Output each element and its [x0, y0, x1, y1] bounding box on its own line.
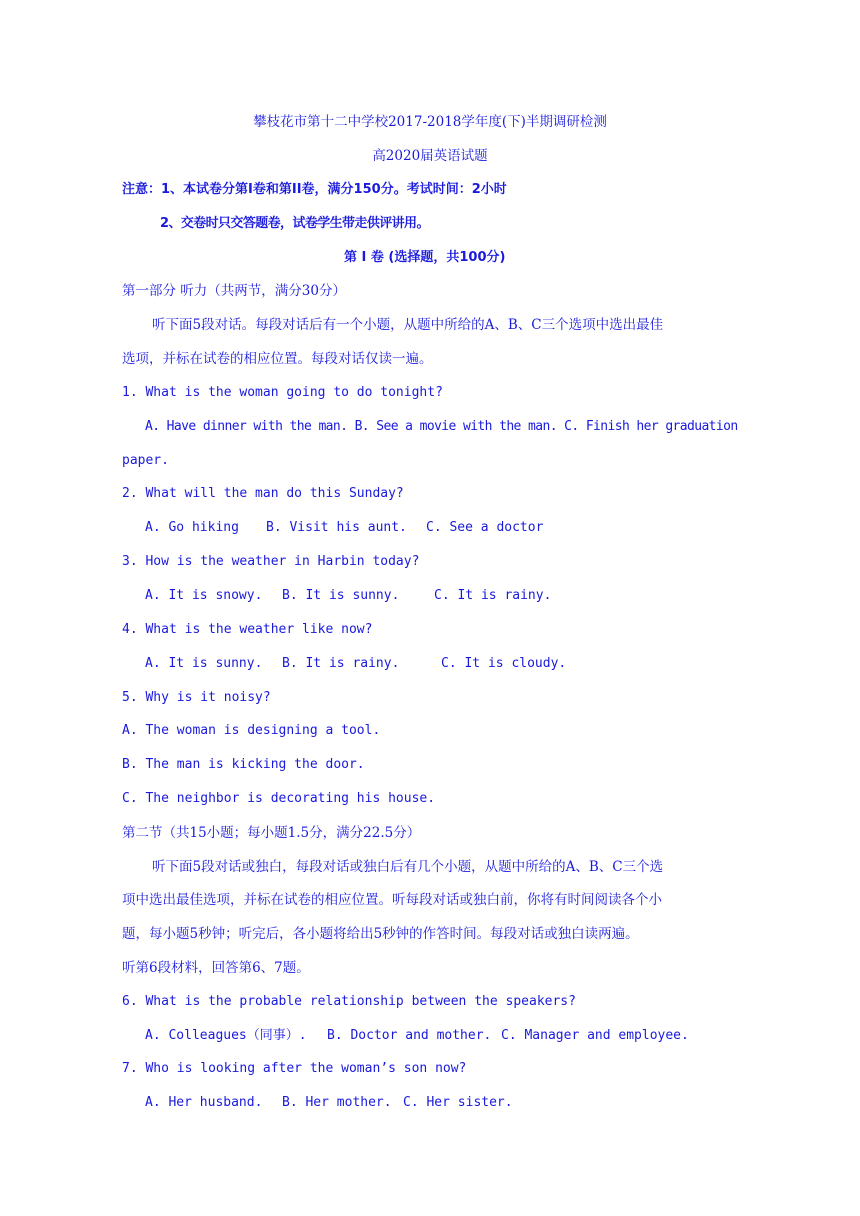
question-4-option-b: B. It is rainy. [282, 656, 400, 671]
section-2-instruction-line-3: 题，每小题5秒钟；听完后，各小题将给出5秒钟的作答时间。每段对话或独白读两遍。 [122, 926, 639, 942]
question-1: 1. What is the woman going to do tonight? [122, 385, 443, 400]
question-7: 7. Who is looking after the woman’s son now? [122, 1061, 467, 1076]
question-5-option-a: A. The woman is designing a tool. [122, 723, 381, 738]
question-1-options-cont: paper. [122, 453, 169, 468]
section-2-instruction-line-1: 听下面5段对话或独白，每段对话或独白后有几个小题，从题中所给的A、B、C三个选 [152, 859, 664, 875]
question-6: 6. What is the probable relationship between the speakers? [122, 994, 576, 1009]
part-1-instruction-line-2: 选项，并标在试卷的相应位置。每段对话仅读一遍。 [122, 351, 433, 367]
question-2-option-c: C. See a doctor [426, 520, 544, 535]
section-1-title: 第 Ⅰ 卷 (选择题，共100分) [344, 250, 506, 265]
exam-title: 攀枝花市第十二中学校2017-2018学年度(下)半期调研检测 [253, 114, 607, 130]
question-5: 5. Why is it noisy? [122, 690, 271, 705]
question-7-option-b: B. Her mother. [282, 1095, 392, 1110]
question-2: 2. What will the man do this Sunday? [122, 486, 404, 501]
question-3-option-c: C. It is rainy. [434, 588, 552, 603]
question-5-option-b: B. The man is kicking the door. [122, 757, 365, 772]
question-2-option-b: B. Visit his aunt. [266, 520, 407, 535]
question-2-option-a: A. Go hiking [145, 520, 239, 535]
question-6-option-b: B. Doctor and mother. [327, 1028, 492, 1043]
question-3-option-a: A. It is snowy. [145, 588, 263, 603]
note-1: 注意：1、本试卷分第Ⅰ卷和第II卷，满分150分。考试时间：2小时 [122, 182, 507, 197]
question-6-option-a: A. Colleagues（同事）. [145, 1028, 307, 1043]
exam-subtitle: 高2020届英语试题 [372, 148, 488, 164]
question-1-options: A. Have dinner with the man. B. See a movie with the man. C. Finish her graduation [145, 419, 738, 434]
note-2: 2、交卷时只交答题卷，试卷学生带走供评讲用。 [160, 216, 429, 231]
section-2-instruction-line-2: 项中选出最佳选项，并标在试卷的相应位置。听每段对话或独白前，你将有时间阅读各个小 [122, 892, 662, 908]
question-5-option-c: C. The neighbor is decorating his house. [122, 791, 436, 806]
question-4-option-c: C. It is cloudy. [441, 656, 567, 671]
question-7-option-a: A. Her husband. [145, 1095, 263, 1110]
question-3-option-b: B. It is sunny. [282, 588, 400, 603]
section-2-heading: 第二节（共15小题；每小题1.5分，满分22.5分） [122, 825, 421, 841]
question-6-option-c: C. Manager and employee. [501, 1028, 689, 1043]
part-1-heading: 第一部分 听力（共两节，满分30分） [122, 283, 346, 299]
question-7-option-c: C. Her sister. [403, 1095, 513, 1110]
question-4-option-a: A. It is sunny. [145, 656, 263, 671]
part-1-instruction-line-1: 听下面5段对话。每段对话后有一个小题，从题中所给的A、B、C三个选项中选出最佳 [152, 317, 664, 333]
question-4: 4. What is the weather like now? [122, 622, 373, 637]
material-6-heading: 听第6段材料，回答第6、7题。 [122, 960, 310, 976]
question-3: 3. How is the weather in Harbin today? [122, 554, 420, 569]
